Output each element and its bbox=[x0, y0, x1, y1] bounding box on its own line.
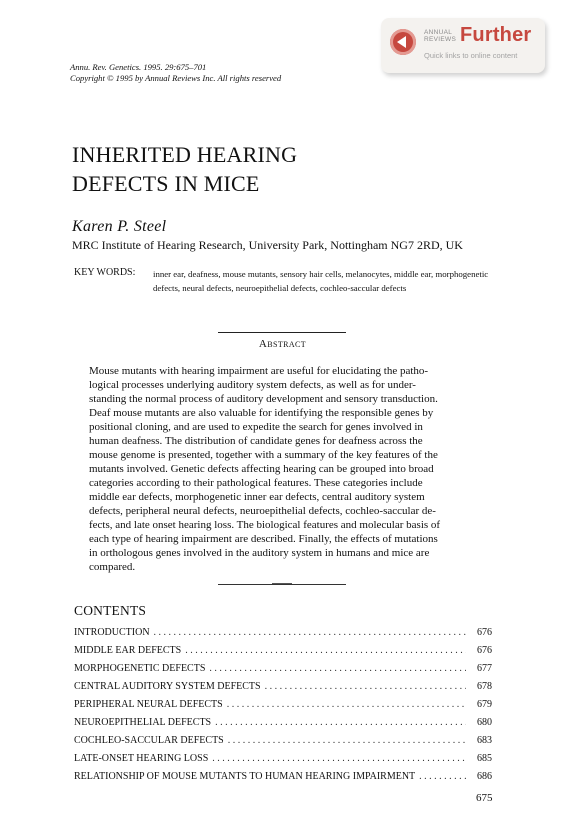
abstract-line: human deafness. The distribution of candidate genes for deafness across the bbox=[89, 435, 423, 447]
abstract-line: middle ear defects, morphogenetic inner ear defects, central auditory system bbox=[89, 491, 425, 503]
abstract-line: in orthologous genes involved in the auditory system in humans and mice are bbox=[89, 547, 430, 559]
toc-entry-introduction[interactable] bbox=[74, 627, 492, 645]
badge-subtitle: Quick links to online content bbox=[424, 51, 518, 60]
section-ornament-rule bbox=[218, 584, 346, 585]
toc-entry-label: MORPHOGENETIC DEFECTS bbox=[74, 663, 206, 674]
toc-leader-dots bbox=[209, 663, 466, 674]
abstract-line: compared. bbox=[89, 561, 136, 573]
badge-annual-text: ANNUAL bbox=[424, 29, 453, 36]
toc-leader-dots bbox=[212, 753, 466, 764]
abstract-line: categories according to their pathological features. These categories include bbox=[89, 477, 423, 489]
toc-leader-dots bbox=[227, 699, 466, 710]
article-title bbox=[72, 140, 297, 198]
abstract-body bbox=[89, 364, 475, 574]
toc-entry-label: INTRODUCTION bbox=[74, 627, 150, 638]
toc-entry-central-auditory-system-defects[interactable] bbox=[74, 681, 492, 699]
badge-reviews-text: REVIEWS bbox=[424, 36, 457, 43]
toc-leader-dots bbox=[154, 627, 466, 638]
toc-entry-relationship-to-human[interactable] bbox=[74, 771, 492, 789]
author-name: Karen P. Steel bbox=[72, 218, 167, 235]
toc-entry-peripheral-neural-defects[interactable] bbox=[74, 699, 492, 717]
author-affiliation: MRC Institute of Hearing Research, University Park, Nottingham NG7 2RD, UK bbox=[72, 238, 463, 252]
toc-entry-late-onset-hearing-loss[interactable] bbox=[74, 753, 492, 771]
abstract-line: defects, peripheral neural defects, neuroepithelial defects, cochleo-saccular de- bbox=[89, 505, 436, 517]
title-line-2: DEFECTS IN MICE bbox=[72, 171, 260, 196]
badge-further-text: Further bbox=[460, 24, 532, 46]
abstract-line: logical processes underlying auditory system defects, as well as for under- bbox=[89, 379, 416, 391]
toc-entry-middle-ear-defects[interactable] bbox=[74, 645, 492, 663]
toc-entry-page: 686 bbox=[477, 771, 492, 782]
abstract-line: Deaf mouse mutants are also valuable for identifying the responsible genes by bbox=[89, 407, 434, 419]
annual-reviews-further-badge[interactable] bbox=[381, 18, 545, 73]
toc-entry-page: 676 bbox=[477, 627, 492, 638]
toc-leader-dots bbox=[265, 681, 466, 692]
keywords-text: inner ear, deafness, mouse mutants, sensory hair cells, melanocytes, middle ear, morphogenetic defects, neural defects, neuroepithelial defects, cochleo-saccular defects bbox=[153, 269, 489, 293]
toc-entry-label: NEUROEPITHELIAL DEFECTS bbox=[74, 717, 212, 728]
table-of-contents bbox=[74, 627, 492, 789]
abstract-line: mutants involved. Genetic defects affecting hearing can be grouped into broad bbox=[89, 463, 434, 475]
journal-citation: Annu. Rev. Genetics. 1995. 29:675–701 bbox=[70, 62, 207, 72]
toc-entry-label: COCHLEO-SACCULAR DEFECTS bbox=[74, 735, 224, 746]
contents-heading: CONTENTS bbox=[74, 603, 147, 618]
page-number: 675 bbox=[476, 792, 493, 804]
toc-entry-page: 680 bbox=[477, 717, 492, 728]
toc-entry-page: 678 bbox=[477, 681, 492, 692]
toc-entry-label: MIDDLE EAR DEFECTS bbox=[74, 645, 182, 656]
abstract-line: fects, and late onset hearing loss. The biological features and molecular basis of bbox=[89, 519, 441, 531]
back-arrow-circle-icon bbox=[390, 29, 416, 55]
abstract-rule bbox=[218, 332, 346, 333]
toc-entry-neuroepithelial-defects[interactable] bbox=[74, 717, 492, 735]
journal-citation-block bbox=[70, 62, 281, 84]
abstract-heading: Abstract bbox=[258, 338, 307, 350]
toc-entry-label: PERIPHERAL NEURAL DEFECTS bbox=[74, 699, 223, 710]
toc-entry-label: RELATIONSHIP OF MOUSE MUTANTS TO HUMAN HEARING IMPAIRMENT bbox=[74, 771, 416, 782]
toc-entry-page: 685 bbox=[477, 753, 492, 764]
toc-entry-label: CENTRAL AUDITORY SYSTEM DEFECTS bbox=[74, 681, 261, 692]
copyright-line: Copyright © 1995 by Annual Reviews Inc. All rights reserved bbox=[70, 73, 282, 83]
badge-publisher-label bbox=[424, 29, 456, 43]
keywords-label: KEY WORDS: bbox=[74, 267, 136, 278]
title-line-1: INHERITED HEARING bbox=[72, 142, 298, 167]
toc-leader-dots bbox=[228, 735, 466, 746]
toc-entry-page: 679 bbox=[477, 699, 492, 710]
toc-leader-dots bbox=[185, 645, 466, 656]
abstract-line: positional cloning, and are used to expedite the search for genes involved in bbox=[89, 421, 423, 433]
abstract-line: Mouse mutants with hearing impairment are useful for elucidating the patho- bbox=[89, 365, 429, 377]
abstract-line: mouse genome is presented, together with a summary of the key features of the bbox=[89, 449, 438, 461]
abstract-line: standing the normal process of auditory development and sensory transduction. bbox=[89, 393, 438, 405]
toc-leader-dots bbox=[215, 717, 466, 728]
toc-leader-dots bbox=[419, 771, 466, 782]
toc-entry-page: 683 bbox=[477, 735, 492, 746]
toc-entry-cochleo-saccular-defects[interactable] bbox=[74, 735, 492, 753]
toc-entry-page: 676 bbox=[477, 645, 492, 656]
toc-entry-label: LATE-ONSET HEARING LOSS bbox=[74, 753, 209, 764]
toc-entry-morphogenetic-defects[interactable] bbox=[74, 663, 492, 681]
toc-entry-page: 677 bbox=[477, 663, 492, 674]
abstract-line: each type of hearing impairment are described. Finally, the effects of mutations bbox=[89, 533, 438, 545]
